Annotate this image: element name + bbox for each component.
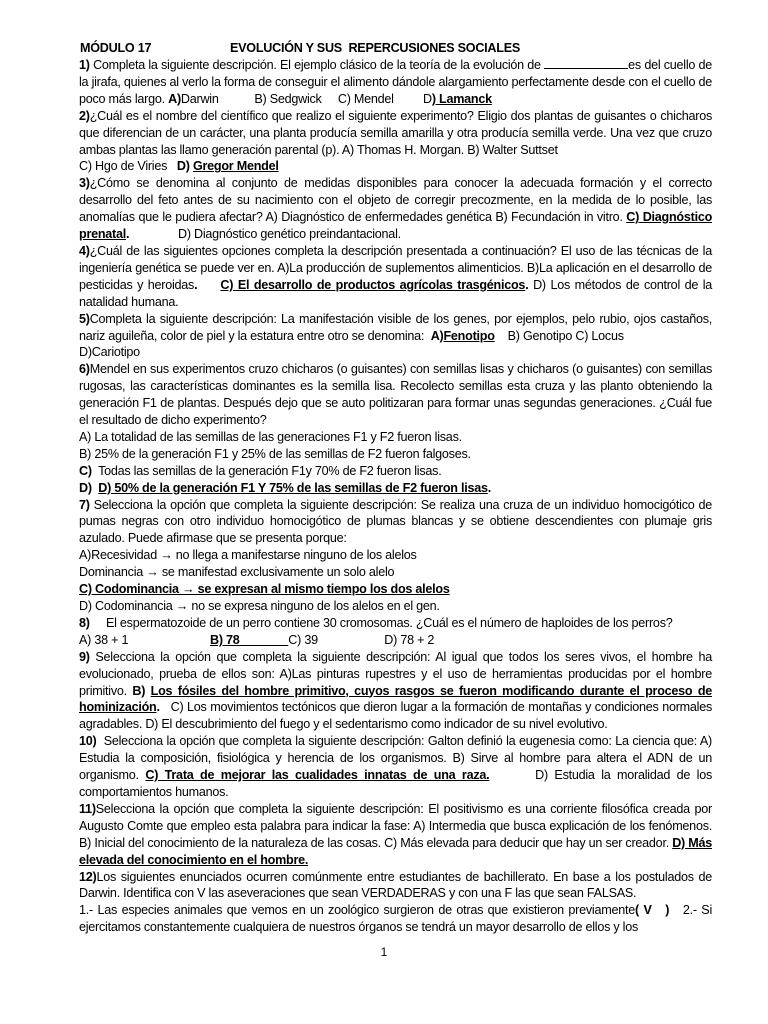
correct-answer: C) Trata de mejorar las cualidades innatas de una raza. bbox=[145, 768, 490, 783]
correct-answer: C) Codominancia → se expresan al mismo tiempo los dos alelos bbox=[79, 582, 450, 597]
option-d: D) Codominancia → no se expresa ninguno de los alelos en el gen. bbox=[79, 599, 440, 613]
correct-answer: B) 78 bbox=[210, 632, 240, 647]
statements: 1.- Las especies animales que vemos en un zoológico surgieron de otras que existieron previamente( V ) 2.- Si ejercitamos constantemente cualquiera de nuestros órganos se tendrá un mayor desarrollo de ellos y los bbox=[79, 903, 712, 935]
question-9: 9) Selecciona la opción que completa la siguiente descripción: Al igual que todos los seres vivos, el hombre ha evolucionado, prueba de ellos son: A)Las pinturas rupestres y el uso de herramientas producidas por el hombre primitivo. B) Los fósiles del hombre primitivo, cuyos rasgos se fueron modificando durante el proceso de hominización. C) Los movimientos tectónicos que dieron lugar a la formación de montañas y condiciones normales agradables. D) El descubrimiento del fuego y el sedentarismo como indicador de su nivel evolutivo. bbox=[79, 649, 713, 732]
option-b: B) 25% de la generación F1 y 25% de las semillas de F2 fueron falgoses. bbox=[79, 446, 471, 461]
question-2: 2)¿Cuál es el nombre del científico que realizo el siguiente experimento? Eligio dos plantas de guisantes o chicharos que diferencian de un carácter, una planta producía semilla amarilla y otra producía semilla verde. Una vez que cruzo ambas plantas las llamo generación parental (p). A) Thomas H. Morgan. B) Walter Suttset C) Hgo de Viries D) Gregor Mendel bbox=[79, 108, 712, 174]
option-a: A) La totalidad de las semillas de las generaciones F1 y F2 fueron lisas. bbox=[79, 429, 462, 444]
answer-blank bbox=[544, 57, 628, 69]
option-d: D) D) 50% de la generación F1 Y 75% de las semillas de F2 fueron lisas. bbox=[79, 480, 492, 495]
page-number: 1 bbox=[380, 945, 388, 959]
question-1: 1) Completa la siguiente descripción. El ejemplo clásico de la teoría de la evolución de es del cuello de la jirafa, quienes al verlo la forma de conseguir el alimento dándole alargamiento perfectamente desde con el cuello de poco más largo. A)Darwin B) Sedgwick C) Mendel D) Lamanck bbox=[79, 58, 713, 106]
correct-answer: Fenotipo bbox=[443, 328, 495, 343]
module-label: MÓDULO 17 bbox=[80, 41, 152, 55]
question-11: 11)Selecciona la opción que completa la siguiente descripción: El positivismo es una corriente filosófica creada por Augusto Comte que empleo esta palabra para indicar la fase: A) Intermedia que busca explicación de los fenómenos. B) Inicial del conocimiento de la naturaleza de las cosas. C) Más elevada para deducir que hay un ser creador. D) Más elevada del conocimiento en el hombre. bbox=[79, 801, 712, 867]
document-page bbox=[71, 40, 712, 936]
question-5: 5)Completa la siguiente descripción: La manifestación visible de los genes, por ejemplos, pelo rubio, ojos castaños, nariz aguileña, color de piel y la estatura entre otro se denomina: A)Fenotipo B) Genotipo C) Locus D)Cariotipo bbox=[79, 311, 712, 360]
question-6: 6)Mendel en sus experimentos cruzo chicharos (o guisantes) con semillas lisas y chicharos (o guisantes) con semillas rugosas, las características dominantes es la semilla lisa. Recolecto semillas esta cruza y las planto obteniendo la generación F1 de plantas. Después dejo que se auto politizaran para formar unas segundas generaciones. ¿Cuál fue el resultado de dicho experimento? bbox=[79, 362, 712, 428]
correct-answer: D) Más elevada del conocimiento en el hombre. bbox=[79, 835, 712, 867]
correct-answer: C) El desarrollo de productos agrícolas trasgénicos bbox=[220, 277, 526, 292]
document-header bbox=[71, 40, 712, 57]
correct-answer: ( V bbox=[634, 903, 652, 918]
question-12: 12)Los siguientes enunciados ocurren comúnmente entre estudiantes de bachillerato. En base a los postulados de Darwin. Identifica con V las aseveraciones que sean VERDADERAS y con una F las que sean FALSAS. bbox=[79, 869, 712, 901]
option-a: A)Recesividad → no llega a manifestarse ninguno de los alelos bbox=[79, 548, 417, 563]
correct-answer: Los fósiles del hombre primitivo, cuyos rasgos se fueron modificando durante el proceso de bbox=[150, 683, 713, 698]
option-c: C) Todas las semillas de la generación F1y 70% de F2 fueron lisas. bbox=[79, 463, 442, 478]
option-c bbox=[71, 581, 712, 598]
correct-answer: ) Lamanck bbox=[431, 91, 492, 106]
correct-answer: C) Diagnóstico prenatal bbox=[79, 210, 713, 242]
correct-answer: D) 50% de la generación F1 Y 75% de las semillas de F2 fueron lisas bbox=[98, 480, 488, 495]
question-8: 8) El espermatozoide de un perro contiene 30 cromosomas. ¿Cuál es el número de haploides de los perros? bbox=[79, 615, 673, 630]
correct-answer: Gregor Mendel bbox=[192, 159, 279, 174]
question-8-options: A) 38 + 1 B) 78 C) 39 D) 78 + 2 bbox=[79, 632, 435, 647]
question-3: 3)¿Cómo se denomina al conjunto de medidas disponibles para conocer la adecuada formación y el correcto desarrollo del feto antes de su nacimiento con el objeto de corregir precozmente, en la medida de lo posible, las anomalías que le pudiera afectar? A) Diagnóstico de enfermedades genética B) Fecundación in vitro. C) Diagnóstico prenatal. D) Diagnóstico genético preindantacional. bbox=[79, 176, 713, 242]
question-7: 7) Selecciona la opción que completa la siguiente descripción: Se realiza una cruza de un individuo homocigótico de pumas negras con otro individuo homocigótico de plumas blancas y se obtiene descendientes con plumaje gris azulado. Puede afirmase que se presenta porque: bbox=[79, 497, 712, 546]
document-title: EVOLUCIÓN Y SUS REPERCUSIONES SOCIALES bbox=[230, 41, 520, 55]
question-4: 4)¿Cuál de las siguientes opciones completa la descripción presentada a continuación? El uso de las técnicas de la ingeniería genética se puede ver en. A)La producción de suplementos alimenticios. B)La aplicación en el desarrollo de pesticidas y heroidas. C) El desarrollo de productos agrícolas trasgénicos. D) Los métodos de control de la natalidad humana. bbox=[79, 243, 713, 309]
option-b: Dominancia → se manifestad exclusivamente un solo alelo bbox=[79, 565, 395, 580]
question-10: 10) Selecciona la opción que completa la siguiente descripción: Galton definió la eugenesia como: La ciencia que: A) Estudia la composición, fisiológica y herencia de los organismos. B) Sirve al hombre para altera el ADN de un organismo. C) Trata de mejorar las cualidades innatas de una raza. D) Estudia la moralidad de los comportamientos humanos. bbox=[79, 734, 713, 799]
